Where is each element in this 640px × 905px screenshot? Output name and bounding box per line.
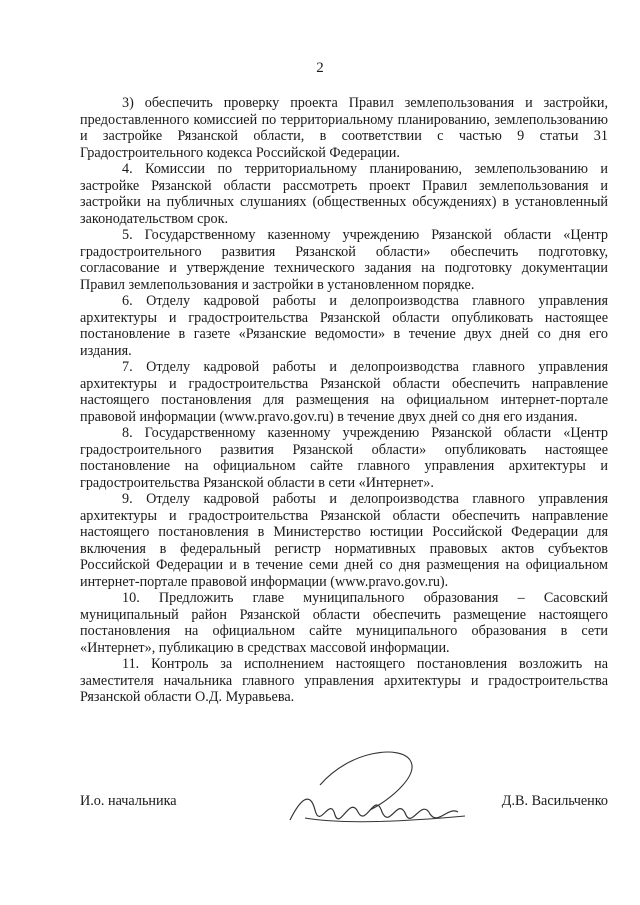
paragraph-9: 9. Отделу кадровой работы и делопроизводства главного управления архитектуры и градостроительства Рязанской области обеспечить направление настоящего постановления в Министерство юстиции Российской Федерации для включения в федеральный регистр нормативных правовых актов субъектов Российской Федерации и в течение семи дней со дня размещения на официальном интернет-портале правовой информации (www.pravo.gov.ru). bbox=[80, 491, 608, 590]
page-number: 2 bbox=[316, 60, 324, 76]
paragraph-6: 6. Отделу кадровой работы и делопроизводства главного управления архитектуры и градостроительства Рязанской области опубликовать настоящее постановление в газете «Рязанские ведомости» в течение двух дней со дня его издания. bbox=[80, 293, 608, 359]
document-body bbox=[80, 95, 608, 706]
paragraph-8: 8. Государственному казенному учреждению Рязанской области «Центр градостроительного развития Рязанской области» опубликовать настоящее постановление на официальном сайте главного управления архитектуры и градостроительства Рязанской области в сети «Интернет». bbox=[80, 425, 608, 491]
paragraph-7: 7. Отделу кадровой работы и делопроизводства главного управления архитектуры и градостроительства Рязанской области обеспечить направление настоящего постановления для размещения на официальном интернет-портале правовой информации (www.pravo.gov.ru) в течение двух дней со дня его издания. bbox=[80, 359, 608, 425]
paragraph-3: 3) обеспечить проверку проекта Правил землепользования и застройки, предоставленного комиссией по территориальному планированию, землепользованию и застройке Рязанской области, в соответствии с частью 9 статьи 31 Градостроительного кодекса Российской Федерации. bbox=[80, 95, 608, 161]
handwritten-signature bbox=[280, 740, 480, 840]
signatory-name: Д.В. Васильченко bbox=[501, 793, 608, 809]
paragraph-11: 11. Контроль за исполнением настоящего постановления возложить на заместителя начальника главного управления архитектуры и градостроительства Рязанской области О.Д. Муравьева. bbox=[80, 656, 608, 705]
paragraph-10: 10. Предложить главе муниципального образования – Сасовский муниципальный район Рязанской области обеспечить размещение настоящего постановления на официальном сайте муниципального образования в сети «Интернет», публикацию в средствах массовой информации. bbox=[80, 590, 608, 656]
signatory-position: И.о. начальника bbox=[80, 793, 177, 809]
paragraph-5: 5. Государственному казенному учреждению Рязанской области «Центр градостроительного развития Рязанской области» обеспечить подготовку, согласование и утверждение технического задания на подготовку документации Правил землепользования и застройки в установленном порядке. bbox=[80, 227, 608, 293]
paragraph-4: 4. Комиссии по территориальному планированию, землепользованию и застройке Рязанской области рассмотреть проект Правил землепользования и застройки на публичных слушаниях (общественных обсуждениях) в установленный законодательством срок. bbox=[80, 161, 608, 227]
